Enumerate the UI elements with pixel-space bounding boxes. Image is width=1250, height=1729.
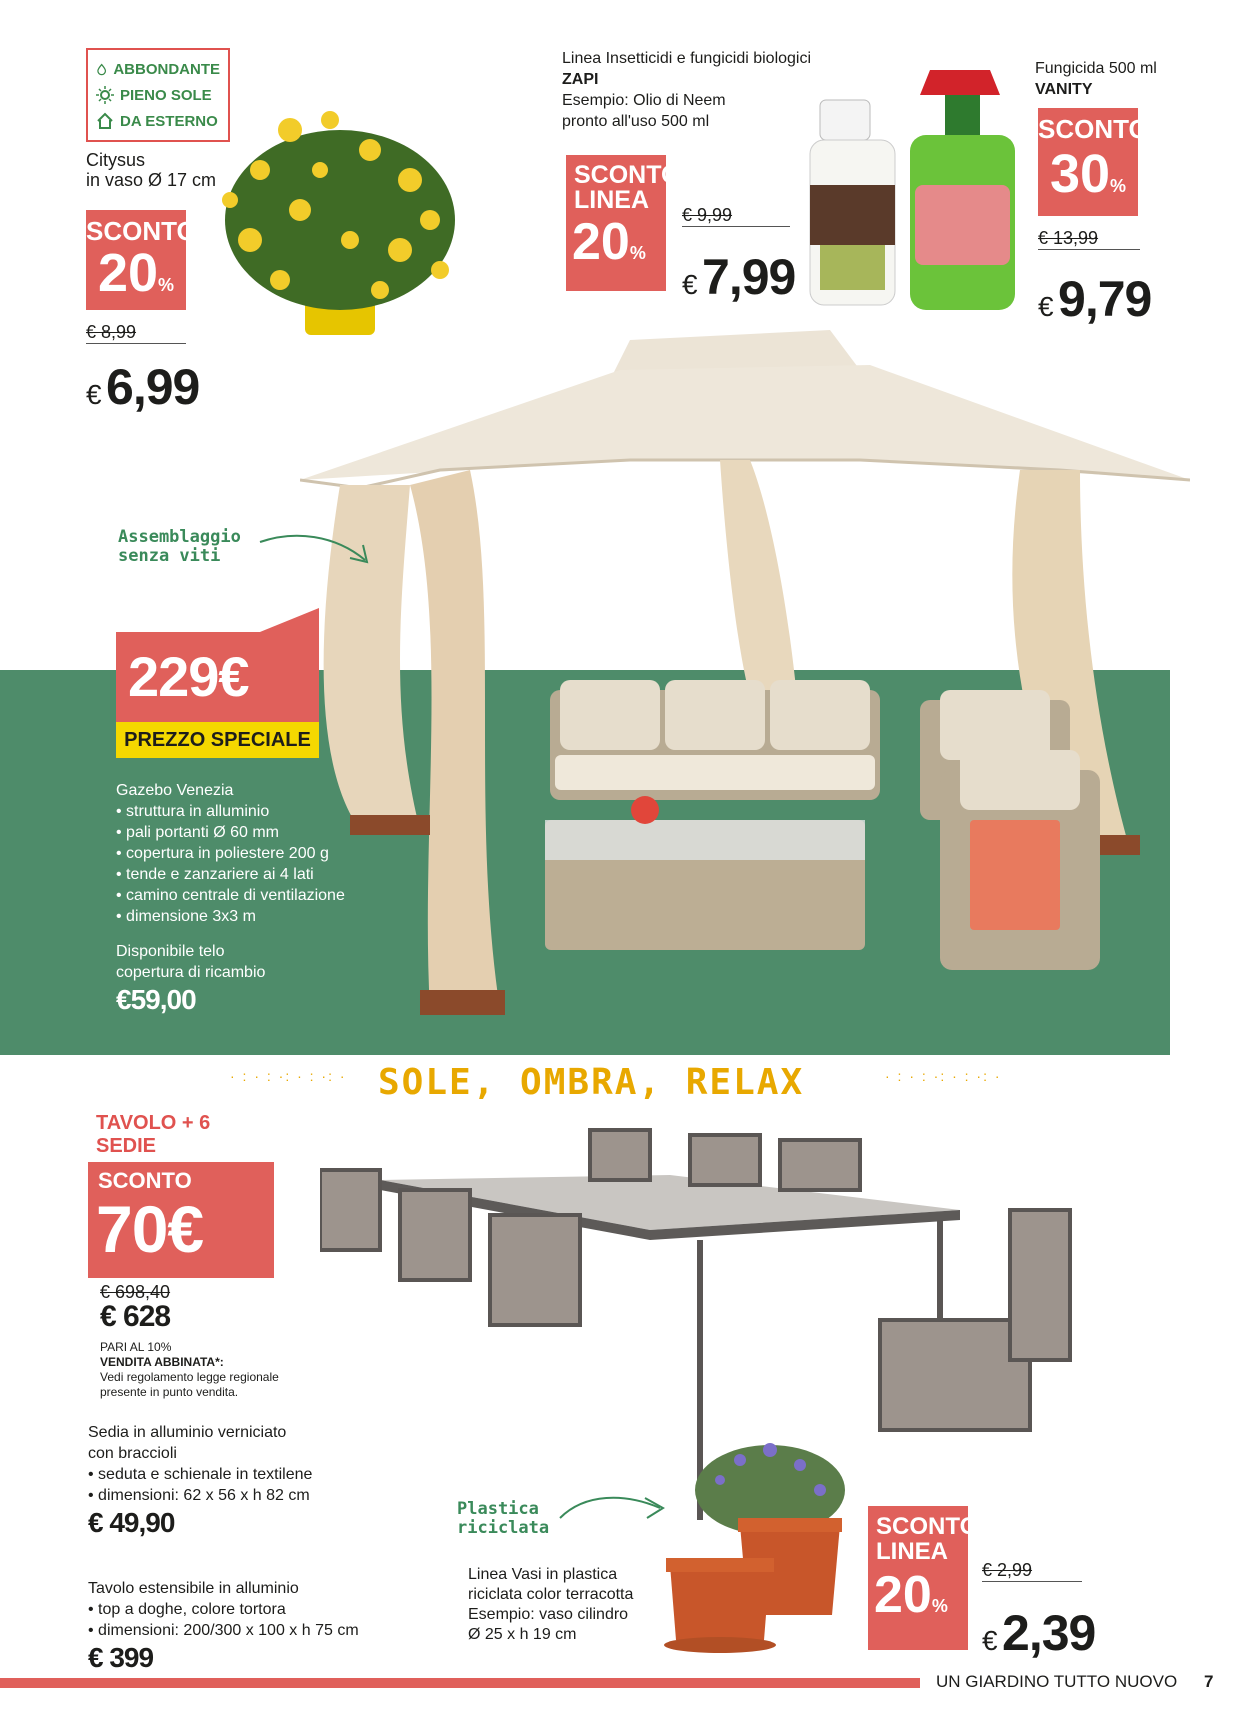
currency: €	[682, 269, 698, 300]
vasi-line1: Linea Vasi in plastica	[468, 1566, 618, 1583]
zapi-brand: ZAPI	[562, 71, 599, 88]
spare-line1: Disponibile telo	[116, 943, 225, 960]
discount-value: 70€	[96, 1192, 204, 1266]
spare-line2: copertura di ricambio	[116, 964, 266, 981]
arrow-icon	[555, 1488, 675, 1528]
discount-value: 20	[97, 243, 159, 303]
chair-feature: • seduta e schienale in textilene	[88, 1466, 313, 1483]
discount-value: 20	[874, 1566, 932, 1624]
spare-price: €59,00	[116, 984, 196, 1015]
page-number: 7	[1204, 1672, 1214, 1691]
gazebo-feature: • pali portanti Ø 60 mm	[116, 824, 279, 841]
gazebo-name: Gazebo Venezia	[116, 782, 234, 799]
price-value: 2,39	[1002, 1605, 1096, 1661]
table-set-discount-box	[88, 1108, 274, 1278]
vasi-line2: riciclata color terracotta	[468, 1586, 634, 1603]
recycled-note-line1: Plastica	[457, 1499, 539, 1519]
sun-icon	[96, 86, 114, 104]
price-value: 9,79	[1058, 271, 1152, 327]
table-price: € 399	[88, 1642, 154, 1673]
plant-old-price: € 8,99	[86, 322, 186, 344]
vanity-old-price: € 13,99	[1038, 228, 1140, 250]
assembly-note	[118, 528, 241, 566]
price-value: 7,99	[702, 249, 796, 305]
chair-price: € 49,90	[88, 1507, 175, 1538]
plant-desc: in vaso Ø 17 cm	[86, 170, 217, 190]
banner-title: SOLE, OMBRA, RELAX	[378, 1062, 805, 1103]
discount-label: SCONTO	[86, 216, 197, 246]
banner-dots-left: · : · : ·: · : ·: ·	[230, 1068, 347, 1084]
zapi-line3: pronto all'uso 500 ml	[562, 113, 710, 130]
vendita-note2: presente in punto vendita.	[100, 1385, 239, 1399]
zapi-discount-box	[566, 155, 681, 291]
gazebo-feature: • tende e zanzariere ai 4 lati	[116, 866, 314, 883]
plant-name: Citysus	[86, 150, 146, 170]
plant-info	[86, 150, 216, 190]
zapi-line2: Esempio: Olio di Neem	[562, 92, 726, 109]
water-drop-icon	[96, 60, 107, 78]
table-set-notes	[100, 1340, 279, 1400]
discount-value: 20	[572, 213, 630, 271]
vasi-price	[982, 1604, 1095, 1662]
table-set-old-price: € 698,40	[100, 1282, 171, 1302]
house-icon	[96, 112, 114, 130]
gazebo-feature: • copertura in poliestere 200 g	[116, 845, 329, 862]
zapi-bottle-image	[800, 95, 905, 310]
discount-unit: %	[158, 275, 175, 295]
table-set-title: TAVOLO + 6 SEDIE	[88, 1108, 274, 1162]
prezzo-speciale-label: PREZZO SPECIALE	[116, 722, 319, 758]
chair-name2: con braccioli	[88, 1445, 177, 1462]
assembly-note-line1: Assemblaggio	[118, 527, 241, 547]
vasi-info	[468, 1565, 633, 1645]
vendita-note1: Vedi regolamento legge regionale	[100, 1370, 279, 1384]
vasi-discount-box	[868, 1506, 979, 1650]
vasi-old-price: € 2,99	[982, 1560, 1082, 1582]
currency: €	[982, 1625, 998, 1656]
terracotta-pots-image	[660, 1440, 860, 1655]
discount-unit: %	[629, 243, 646, 263]
vanity-info	[1035, 58, 1157, 100]
zapi-old-price: € 9,99	[682, 205, 790, 227]
currency: €	[1038, 291, 1054, 322]
price-tab-shape	[255, 608, 319, 634]
chair-info	[88, 1422, 312, 1540]
plant-price	[86, 358, 199, 416]
badge-abbondante	[96, 56, 220, 82]
badge-label: ABBONDANTE	[113, 60, 220, 78]
gazebo-feature: • struttura in alluminio	[116, 803, 270, 820]
recycled-note-line2: riciclata	[457, 1518, 550, 1538]
recycled-note	[457, 1500, 549, 1538]
gazebo-price: 229€	[128, 645, 249, 708]
badge-label: DA ESTERNO	[120, 112, 218, 130]
discount-label: SCONTO	[1038, 114, 1149, 144]
gazebo-price-box	[116, 632, 319, 722]
gazebo-info	[116, 780, 345, 1017]
currency: €	[86, 379, 102, 410]
wicker-lounge-set-image	[530, 670, 1130, 990]
banner-dots-right: · : · : ·: · : ·: ·	[885, 1068, 1002, 1084]
chair-name1: Sedia in alluminio verniciato	[88, 1424, 287, 1441]
table-feature: • dimensioni: 200/300 x 100 x h 75 cm	[88, 1622, 359, 1639]
price-value: 6,99	[106, 359, 200, 415]
discount-label: SCONTO LINEA	[574, 161, 681, 214]
arrow-icon	[255, 530, 375, 570]
discount-label: SCONTO	[98, 1168, 192, 1193]
footer-title: UN GIARDINO TUTTO NUOVO	[936, 1672, 1178, 1691]
discount-label: SCONTO LINEA	[876, 1513, 979, 1565]
gazebo-feature: • camino centrale di ventilazione	[116, 887, 345, 904]
table-set-price: € 628	[100, 1300, 171, 1333]
gazebo-feature: • dimensione 3x3 m	[116, 908, 256, 925]
vanity-discount-box	[1038, 108, 1149, 216]
badge-label: PIENO SOLE	[120, 86, 212, 104]
vanity-line1: Fungicida 500 ml	[1035, 60, 1157, 77]
plant-discount-box	[86, 210, 197, 310]
discount-unit: %	[1110, 176, 1127, 196]
chair-feature: • dimensioni: 62 x 56 x h 82 cm	[88, 1487, 310, 1504]
table-info	[88, 1578, 359, 1675]
vendita-label: VENDITA ABBINATA*:	[100, 1355, 224, 1369]
zapi-price	[682, 248, 795, 306]
discount-value: 30	[1049, 144, 1111, 204]
footer-bar	[0, 1678, 920, 1688]
vasi-line3: Esempio: vaso cilindro	[468, 1606, 629, 1623]
pari-label: PARI AL 10%	[100, 1340, 172, 1354]
vanity-spray-image	[900, 65, 1025, 315]
table-feature: • top a doghe, colore tortora	[88, 1601, 286, 1618]
table-name: Tavolo estensibile in alluminio	[88, 1580, 299, 1597]
discount-unit: %	[931, 1596, 948, 1616]
vanity-brand: VANITY	[1035, 81, 1093, 98]
assembly-note-line2: senza viti	[118, 546, 221, 566]
zapi-info	[562, 48, 811, 132]
zapi-line1: Linea Insetticidi e fungicidi biologici	[562, 50, 812, 67]
vasi-line4: Ø 25 x h 19 cm	[468, 1626, 577, 1643]
